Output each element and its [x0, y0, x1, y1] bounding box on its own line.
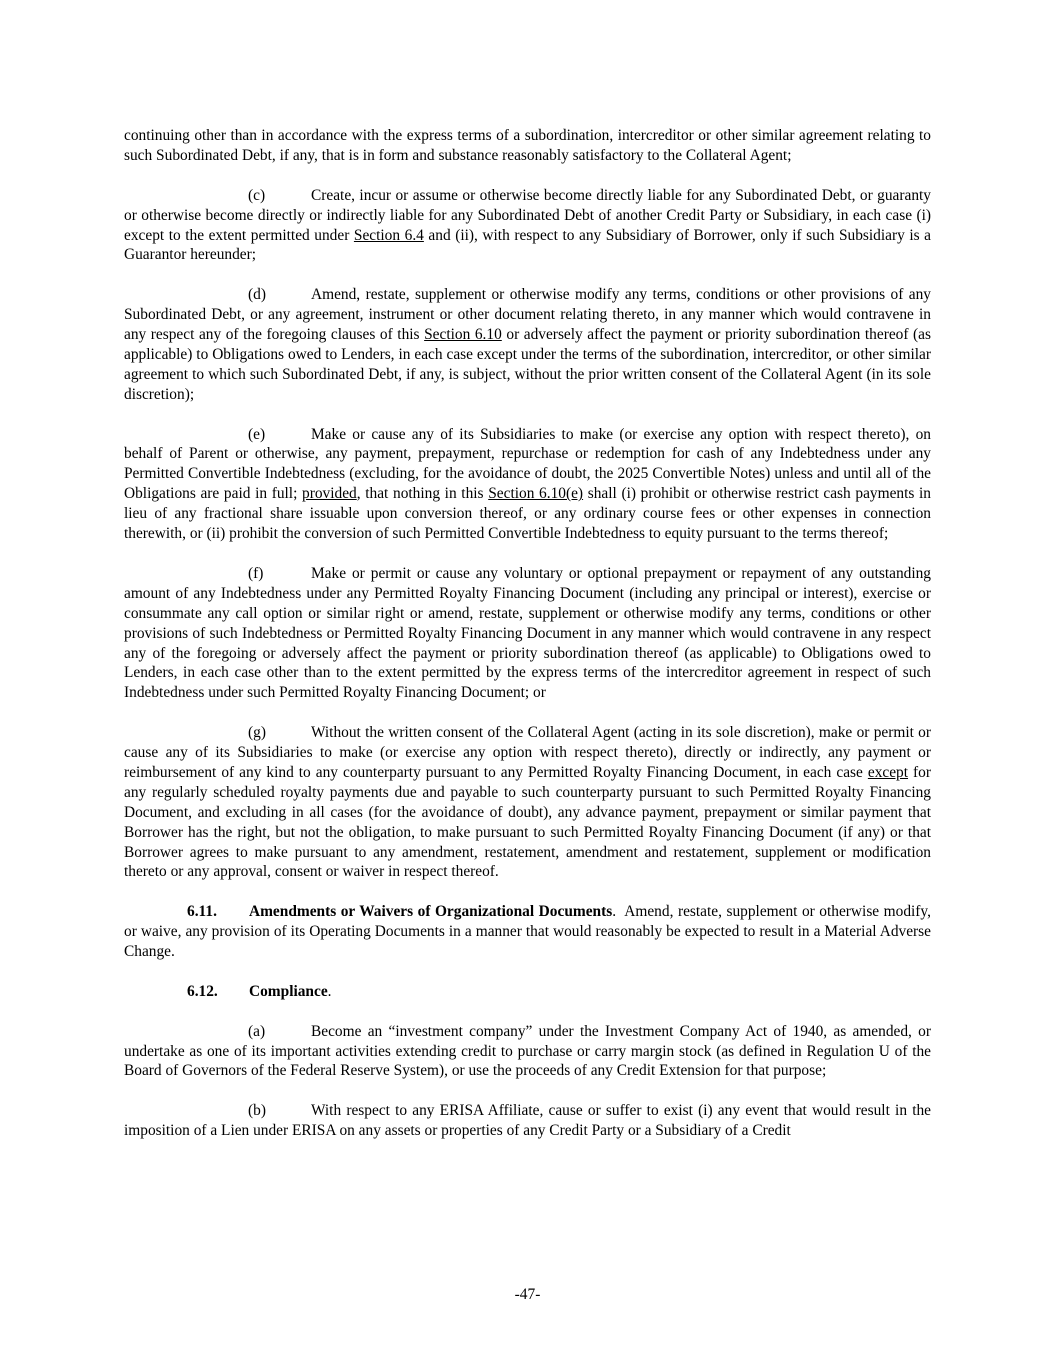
- clause-marker: (e): [248, 425, 266, 443]
- section-reference-link: Section 6.4: [353, 226, 424, 244]
- continuation-paragraph: [124, 126, 931, 166]
- clause-6-12-a: [124, 1022, 931, 1082]
- clause-text: and (ii), with respect to any Subsidiary of Borrower, only if such Subsidiary is a Guarantor hereunder;: [124, 226, 931, 264]
- section-heading: Compliance: [249, 982, 328, 1000]
- continuation-text: continuing other than in accordance with the express terms of a subordination, intercreditor or other similar agreement relating to such Subordinated Debt, if any, that is in form and substance reasonably satisfactory to the Collateral Agent;: [124, 127, 931, 164]
- clause-text: Without the written consent of the Collateral Agent (acting in its sole discretion), make or permit or cause any of its Subsidiaries to make (or exercise any option with respect thereto), directly or indirectly, any payment or reimbursement of any kind to any counterparty pursuant to any Permitted Royalty Financing Document, in each case: [124, 724, 931, 781]
- document-page: [124, 126, 931, 1161]
- clause-text: With respect to any ERISA Affiliate, cause or suffer to exist (i) any event that would result in the imposition of a Lien under ERISA on any assets or properties of any Credit Party or a Subsidiary of a Credit: [124, 1102, 931, 1140]
- clause-marker: (f): [248, 564, 264, 582]
- section-6-12-heading: [124, 982, 931, 1002]
- except-term: except: [867, 763, 909, 781]
- section-6-11: [124, 902, 931, 962]
- clause-text: Make or permit or cause any voluntary or optional prepayment or repayment of any outstanding amount of any Indebtedness under any Permitted Royalty Financing Document (including any principal or interest), exercise or consummate any call option or similar right or amend, restate, supplement or otherwise modify any terms, conditions or other provisions of such Indebtedness or Permitted Royalty Financing Document in any manner which would contravene in any respect any of the foregoing or adversely affect the payment or priority subordination thereof (as applicable) to Obligations owed to Lenders, in each case other than to the extent permitted by the express terms of the intercreditor agreement in respect of such Indebtedness under such Permitted Royalty Financing Document; or: [124, 564, 931, 702]
- clause-marker: (b): [248, 1102, 266, 1120]
- clause-6-10-c: [124, 186, 931, 266]
- clause-marker: (g): [248, 724, 266, 742]
- clause-marker: (d): [248, 286, 266, 304]
- clause-text: shall (i) prohibit or otherwise restrict cash payments in lieu of any fractional share issuable upon conversion thereof, or any ordinary course fees or other expenses in connection therewith, or (ii) prohibit the conversion of such Permitted Convertible Indebtedness to equity pursuant to the terms thereof;: [124, 485, 932, 543]
- clause-text: , that nothing in this: [356, 485, 489, 503]
- section-body: Amend, restate, supplement or otherwise modify, or waive, any provision of its Operating Documents in a manner that would reasonably be expected to result in a Material Adverse Change.: [124, 903, 931, 961]
- section-reference-link: Section 6.10: [424, 326, 502, 344]
- clause-6-10-e: [124, 425, 931, 544]
- clause-text: Become an “investment company” under the Investment Company Act of 1940, as amended, or undertake as one of its important activities extending credit to purchase or carry margin stock (as defined in Regulation U of the Board of Governors of the Federal Reserve System), or use the proceeds of any Credit Extension for that purpose;: [124, 1022, 931, 1080]
- page-number: -47-: [514, 1286, 541, 1303]
- clause-text: Amend, restate, supplement or otherwise modify any terms, conditions or other provisions of any Subordinated Debt, or any agreement, instrument or other document relating thereto, in any manner which would contravene in any respect any of the foregoing clauses of this: [124, 286, 931, 344]
- clause-6-10-d: [124, 285, 931, 404]
- section-reference-link: Section 6.10(e): [488, 485, 584, 503]
- clause-6-10-g: [124, 723, 931, 882]
- clause-text: Make or cause any of its Subsidiaries to make (or exercise any option with respect thereto), on behalf of Parent or otherwise, any payment, prepayment, repurchase or redemption for cash of any Indebtedness under any Permitted Convertible Indebtedness (excluding, for the avoidance of doubt, the 2025 Convertible Notes) unless and until all of the Obligations are paid in full;: [124, 425, 931, 503]
- section-number: 6.11.: [187, 903, 217, 921]
- section-number: 6.12.: [187, 982, 218, 1000]
- clause-text: for any regularly scheduled royalty payments due and payable to such counterparty pursuant to such Permitted Royalty Financing Document, and excluding in all cases (for the avoidance of doubt), any advance payment, prepayment or similar payment that Borrower has the right, but not the obligation, to make pursuant to such Permitted Royalty Financing Document (if any) or that Borrower agrees to make pursuant to any amendment, restatement, amendment and restatement, supplement or modification thereto or any approval, consent or waiver in respect thereof.: [124, 763, 931, 881]
- clause-text: or adversely affect the payment or priority subordination thereof (as applicable) to Obligations owed to Lenders, in each case except under the terms of the subordination, intercreditor, or other similar agreement to which such Subordinated Debt, if any, is subject, without the prior written consent of the Collateral Agent (in its sole discretion);: [124, 326, 931, 403]
- clause-text: Create, incur or assume or otherwise become directly liable for any Subordinated Debt, or guaranty or otherwise become directly or indirectly liable for any Subordinated Debt of another Credit Party or Subsidiary, in each case (i) except to the extent permitted under: [124, 186, 931, 244]
- clause-6-12-b: [124, 1101, 931, 1141]
- clause-marker: (c): [248, 186, 266, 204]
- clause-marker: (a): [248, 1022, 266, 1040]
- section-heading-punct: .: [612, 903, 617, 921]
- clause-6-10-f: [124, 564, 931, 703]
- section-heading: Amendments or Waivers of Organizational Documents: [249, 903, 613, 921]
- provided-term: provided: [302, 485, 357, 503]
- section-heading-punct: .: [327, 982, 332, 1000]
